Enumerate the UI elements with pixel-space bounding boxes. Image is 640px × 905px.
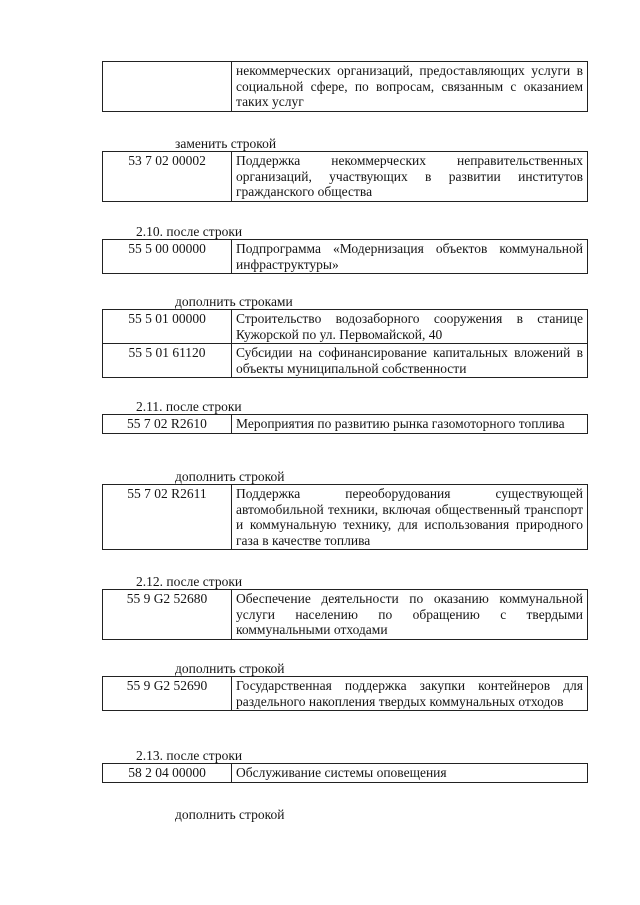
table-row: [103, 62, 588, 112]
description-cell: Подпрограмма «Модернизация объектов коммунальной инфраструктуры»: [232, 240, 588, 274]
code-cell: 55 9 G2 52680: [103, 590, 232, 640]
instruction-label: заменить строкой: [175, 136, 277, 151]
code-cell: 53 7 02 00002: [103, 152, 232, 202]
code-cell: 55 5 00 00000: [103, 240, 232, 274]
code-cell: 58 2 04 00000: [103, 764, 232, 783]
code-table: [102, 151, 588, 202]
code-table: [102, 676, 588, 711]
description-cell: Обслуживание системы оповещения: [232, 764, 588, 783]
code-table: [102, 763, 588, 783]
code-table: [102, 239, 588, 274]
code-cell: 55 5 01 00000: [103, 310, 232, 344]
description-cell: Государственная поддержка закупки контейнеров для раздельного накопления твердых коммунальных отходов: [232, 677, 588, 711]
instruction-label: дополнить строкой: [175, 807, 285, 822]
code-table: [102, 589, 588, 640]
code-cell: 55 7 02 R2610: [103, 415, 232, 434]
description-cell: Мероприятия по развитию рынка газомоторного топлива: [232, 415, 588, 434]
code-table: [102, 484, 588, 550]
description-cell: Субсидии на софинансирование капитальных вложений в объекты муниципальной собственности: [232, 344, 588, 378]
table-row: [103, 152, 588, 202]
description-cell: некоммерческих организаций, предоставляющих услуги в социальной сфере, по вопросам, связанным с оказанием таких услуг: [232, 62, 588, 112]
code-table: [102, 414, 588, 434]
table-row: [103, 240, 588, 274]
instruction-label: 2.11. после строки: [136, 399, 242, 414]
description-cell: Строительство водозаборного сооружения в станице Кужорской по ул. Первомайской, 40: [232, 310, 588, 344]
instruction-label: дополнить строкой: [175, 469, 285, 484]
table-row: [103, 590, 588, 640]
table-row: [103, 485, 588, 550]
description-cell: Обеспечение деятельности по оказанию коммунальной услуги населению по обращению с твердыми коммунальными отходами: [232, 590, 588, 640]
description-cell: Поддержка некоммерческих неправительственных организаций, участвующих в развитии институтов гражданского общества: [232, 152, 588, 202]
code-cell: 55 7 02 R2611: [103, 485, 232, 550]
table-row: [103, 344, 588, 378]
instruction-label: 2.10. после строки: [136, 224, 243, 239]
instruction-label: 2.12. после строки: [136, 574, 243, 589]
table-row: [103, 764, 588, 783]
code-table: [102, 61, 588, 112]
description-cell: Поддержка переоборудования существующей автомобильной техники, включая общественный транспорт и коммунальную технику, для использования природного газа в качестве топлива: [232, 485, 588, 550]
table-row: [103, 310, 588, 344]
instruction-label: 2.13. после строки: [136, 748, 243, 763]
code-cell: [103, 62, 232, 112]
instruction-label: дополнить строками: [175, 294, 293, 309]
code-cell: 55 5 01 61120: [103, 344, 232, 378]
code-table: [102, 309, 588, 378]
code-cell: 55 9 G2 52690: [103, 677, 232, 711]
table-row: [103, 677, 588, 711]
instruction-label: дополнить строкой: [175, 661, 285, 676]
table-row: [103, 415, 588, 434]
